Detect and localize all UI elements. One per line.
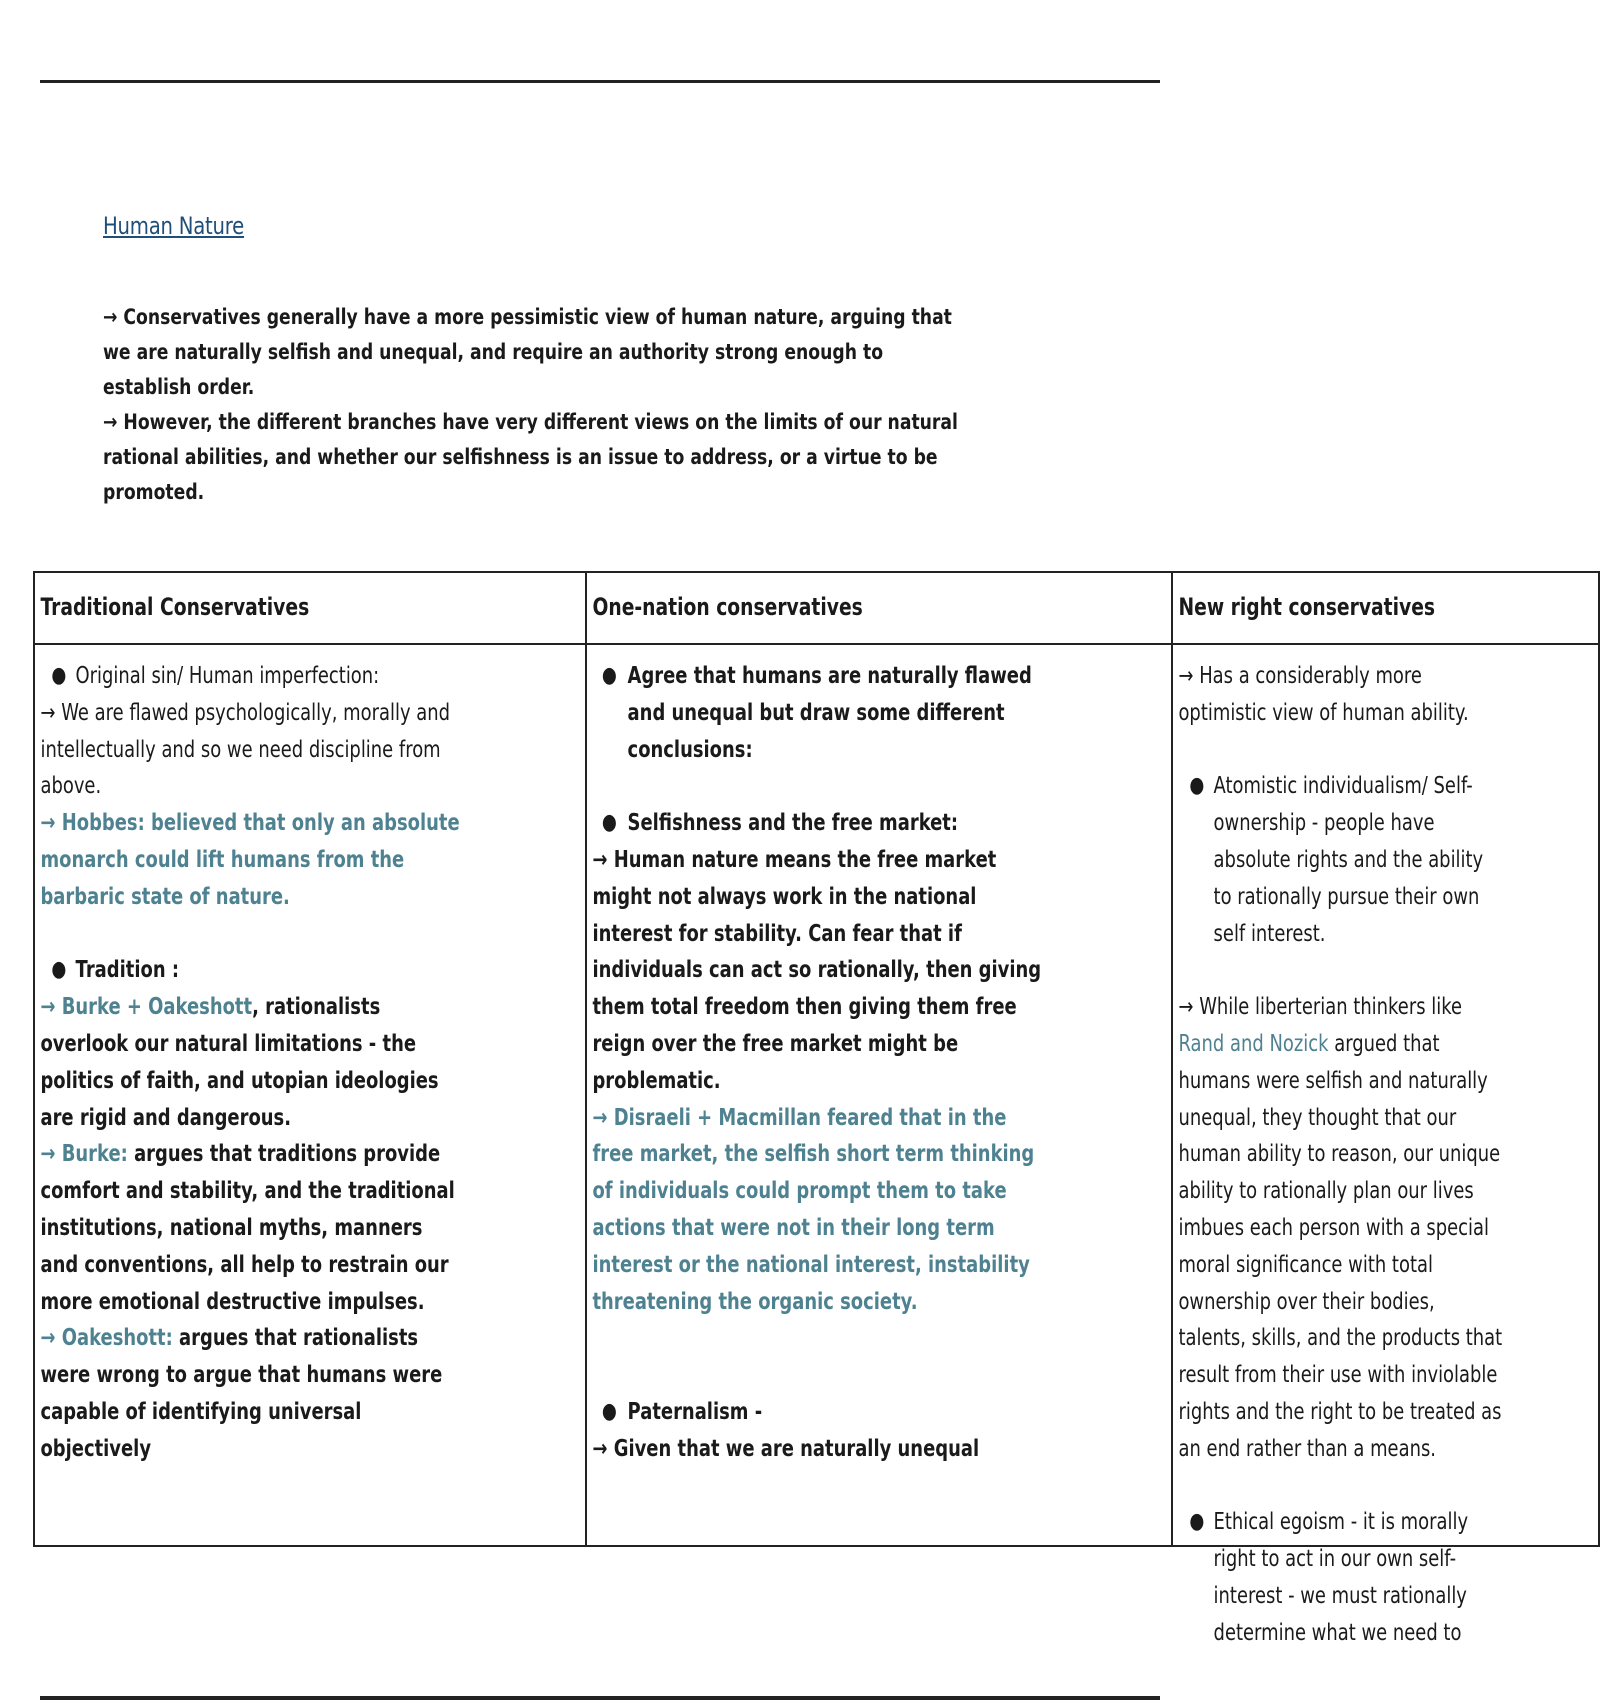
page-title: Human Nature	[103, 212, 245, 240]
burke-text: → Burke: argues that traditions provide comfort and stability, and the traditional institutions, national myths, manners and conventions, all help to restrain our more emotional destructive impulses.	[40, 1141, 455, 1315]
bullet-paternalism: ● Paternalism -	[593, 1394, 1043, 1431]
bullet-agree: ● Agree that humans are naturally flawed and unequal but draw some different conclusions:	[593, 658, 1043, 768]
bullet-original-sin: ● Original sin/ Human imperfection:	[40, 658, 464, 695]
paternalism-text: → Given that we are naturally unequal	[592, 1435, 980, 1462]
bullet-dot-icon: ●	[1188, 1509, 1204, 1535]
libertarian-text: → While liberterian thinkers like Rand and Nozick argued that humans were selfish and naturally unequal, they thought that our human ability to reason, our unique ability to rationally plan our lives imbues each person with a special moral significance with total ownership over their bodies, talents, skills, and the products that result from their use with inviolable rights and the right to be treated as an end rather than a means.	[1178, 994, 1502, 1462]
bullet-tradition: ● Tradition :	[40, 952, 464, 989]
table-header-row	[34, 572, 1599, 644]
cell-traditional	[34, 644, 586, 1546]
bullet-dot-icon: ●	[51, 663, 67, 688]
header-one-nation: One-nation conservatives	[586, 572, 1171, 644]
comparison-table	[33, 571, 1600, 1646]
bullet-selfishness: ● Selfishness and the free market:	[593, 805, 1043, 842]
header-traditional: Traditional Conservatives	[34, 572, 586, 644]
cell-new-right	[1172, 644, 1600, 1646]
bullet-dot-icon: ●	[601, 663, 617, 688]
disraeli-text: → Disraeli + Macmillan feared that in the free market, the selfish short term thinking of individuals could prompt them to take actions that were not in their long term interest or the national interest, instability threatening the organic society.	[592, 1104, 1035, 1315]
bottom-rule	[40, 1696, 1160, 1700]
top-rule	[40, 80, 1160, 83]
original-sin-text: → We are flawed psychologically, morally and intellectually and so we need discipline from above.	[40, 699, 451, 800]
header-new-right: New right conservatives	[1172, 572, 1600, 644]
hobbes-text: → Hobbes: believed that only an absolute monarch could lift humans from the barbaric state of nature.	[40, 810, 460, 910]
cell-one-nation	[586, 644, 1171, 1546]
selfishness-text: → Human nature means the free market might not always work in the national interest for stability. Can fear that if individuals can act so rationally, then giving them total freedom then giving them free reign over the free market might be problematic.	[592, 846, 1042, 1094]
bullet-atomistic: ● Atomistic individualism/ Self-ownership - people have absolute rights and the ability to rationally pursue their own self interest.	[1178, 768, 1505, 952]
bullet-ethical-egoism: ● Ethical egoism - it is morally right to act in our own self-interest - we must rationally determine what we need to	[1178, 1504, 1505, 1651]
table-body-row	[34, 644, 1599, 1546]
bullet-dot-icon: ●	[601, 1398, 617, 1424]
new-right-intro: → Has a considerably more optimistic view of human ability.	[1178, 663, 1469, 726]
bullet-dot-icon: ●	[601, 810, 617, 836]
oakeshott-text: → Oakeshott: argues that rationalists were wrong to argue that humans were capable of identifying universal objectively	[40, 1325, 443, 1462]
intro-line-1: → Conservatives generally have a more pessimistic view of human nature, arguing that we are naturally selfish and unequal, and require an authority strong enough to establish order.	[103, 305, 952, 399]
bullet-dot-icon: ●	[51, 957, 67, 983]
intro-paragraph	[103, 300, 972, 510]
burke-oakeshott-text: → Burke + Oakeshott, rationalists overlook our natural limitations - the politics of faith, and utopian ideologies are rigid and dangerous.	[40, 994, 439, 1131]
bullet-dot-icon: ●	[1188, 773, 1204, 799]
intro-line-2: → However, the different branches have very different views on the limits of our natural rational abilities, and whether our selfishness is an issue to address, or a virtue to be promoted.	[103, 410, 958, 504]
